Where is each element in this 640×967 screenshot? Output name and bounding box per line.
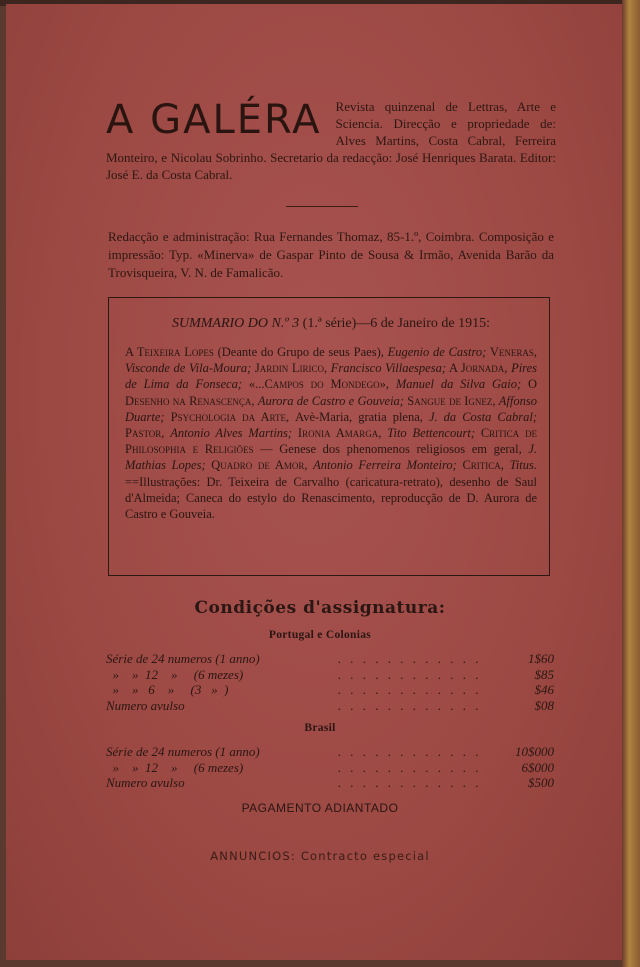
summary-fragment: Psychologia da Arte,	[164, 409, 296, 424]
leader-dots: . . . . . . . . . . . .	[338, 697, 482, 713]
price-label: » » 12 » (6 mezes)	[106, 666, 244, 682]
summary-fragment: Antonio Ferreira Monteiro;	[313, 458, 457, 473]
summary-heading	[125, 316, 537, 332]
summary-contents	[125, 344, 537, 522]
summary-fragment: Ironia Amarga,	[292, 426, 388, 441]
price-row	[106, 760, 554, 776]
summary-fragment: J. Mathias Lopes;	[125, 442, 538, 473]
summary-fragment: (Deante do Grupo de seus Paes),	[213, 345, 388, 359]
price-value: $500	[528, 775, 554, 790]
administration-info: Redacção e administração: Rua Fernandes Thomaz, 85-1.º, Coimbra. Composição e impressão: Typ. «Minerva» de Gaspar Pinto de Sousa & Irmão, Avenida Barão da Trovisqueira, V. N. de Famalicão.	[108, 229, 554, 280]
price-label: » » 6 » (3 » )	[106, 682, 229, 697]
summary-fragment: O Desenho na Renascença,	[125, 377, 538, 408]
summary-fragment: A Jornada,	[446, 361, 512, 376]
masthead-description: Revista quinzenal de Lettras, Arte e Sciencia. Direcção e propriedade de: Alves Martins, Costa Cabral, Ferreira Monteiro, e Nicolau Sobrinho. Secretario da redacção: José Henriques Barata. Editor: José E. da Costa Cabral.	[106, 99, 556, 182]
price-label: Numero avulso	[106, 775, 185, 790]
binding-spine	[622, 0, 640, 967]
masthead	[106, 98, 556, 183]
price-value: $08	[534, 697, 554, 713]
summary-heading-date: (1.ª série)—6 de Janeiro de 1915:	[302, 316, 491, 331]
price-value: $46	[534, 682, 554, 697]
summary-fragment: J. da Costa Cabral;	[428, 409, 537, 424]
summary-fragment: Pastor,	[125, 426, 171, 441]
summary-fragment: Francisco Villaespesa;	[330, 361, 446, 376]
summary-heading-number: SUMMARIO DO N.º 3	[171, 316, 300, 331]
summary-fragment: Tito Bettencourt;	[387, 426, 475, 441]
summary-fragment: Critica de Philosophia e Religiões	[125, 426, 537, 457]
summary-fragment: Aurora de Castro e Gouveia;	[257, 393, 404, 408]
summary-box	[108, 297, 550, 576]
summary-fragment: ==Illustrações: Dr. Teixeira de Carvalho (caricatura-retrato), desenho de Saul d'Almeida; Caneca do estylo do Renascimento, reproducção de D. Aurora de Castro e Gouveia.	[125, 474, 537, 522]
portugal-heading: Portugal e Colonias	[268, 629, 372, 641]
summary-fragment: Quadro de Amor,	[205, 458, 314, 473]
summary-fragment: Avè-Maria, gratia plena,	[295, 409, 429, 424]
magazine-title: A GALÉRA	[106, 97, 322, 143]
leader-dots: . . . . . . . . . . . .	[338, 682, 482, 697]
summary-fragment: Veneras,	[486, 345, 537, 359]
price-label: » » 12 » (6 mezes)	[106, 759, 244, 775]
summary-fragment: — Genese dos phenomenos religiosos em geral,	[253, 442, 529, 457]
price-label: Série de 24 numeros (1 anno)	[106, 651, 260, 666]
price-label: Numero avulso	[106, 697, 185, 713]
leader-dots: . . . . . . . . . . . .	[338, 775, 482, 790]
summary-fragment: Pires de Lima da Fonseca;	[125, 361, 537, 392]
price-row	[106, 667, 554, 683]
subscription-conditions-title: Condições d'assignatura:	[194, 598, 446, 618]
price-value: 6$000	[521, 759, 554, 775]
summary-fragment: Affonso Duarte;	[125, 393, 537, 424]
divider-rule	[286, 206, 358, 207]
advertisements-note: ANNUNCIOS: Contracto especial	[210, 849, 430, 863]
summary-fragment: «...Campos do Mondego»,	[242, 377, 396, 392]
price-row	[106, 682, 554, 698]
summary-fragment: Sangue de Ignez,	[403, 393, 499, 408]
summary-fragment: Manuel da Silva Gaio;	[395, 377, 522, 392]
summary-fragment: Titus.	[509, 458, 538, 473]
price-value: 10$000	[515, 744, 554, 759]
price-row	[106, 651, 554, 667]
price-label: Série de 24 numeros (1 anno)	[106, 744, 260, 759]
summary-fragment: A Teixeira Lopes	[125, 345, 214, 359]
leader-dots: . . . . . . . . . . . .	[338, 651, 482, 666]
leader-dots: . . . . . . . . . . . .	[338, 666, 482, 682]
price-row	[106, 744, 554, 760]
brasil-heading: Brasil	[304, 722, 336, 734]
payment-note: PAGAMENTO ADIANTADO	[241, 801, 399, 815]
price-row	[106, 698, 554, 714]
summary-fragment: Critica,	[456, 458, 510, 473]
price-value: 1$60	[528, 651, 554, 666]
price-row	[106, 775, 554, 791]
summary-fragment: Eugenio de Castro;	[387, 345, 487, 359]
summary-fragment: Jardin Lirico,	[251, 361, 331, 376]
leader-dots: . . . . . . . . . . . .	[338, 759, 482, 775]
summary-fragment: Antonio Alves Martins;	[170, 426, 293, 441]
price-value: $85	[534, 666, 554, 682]
summary-fragment: Visconde de Vila-Moura;	[125, 361, 252, 376]
leader-dots: . . . . . . . . . . . .	[338, 744, 482, 759]
